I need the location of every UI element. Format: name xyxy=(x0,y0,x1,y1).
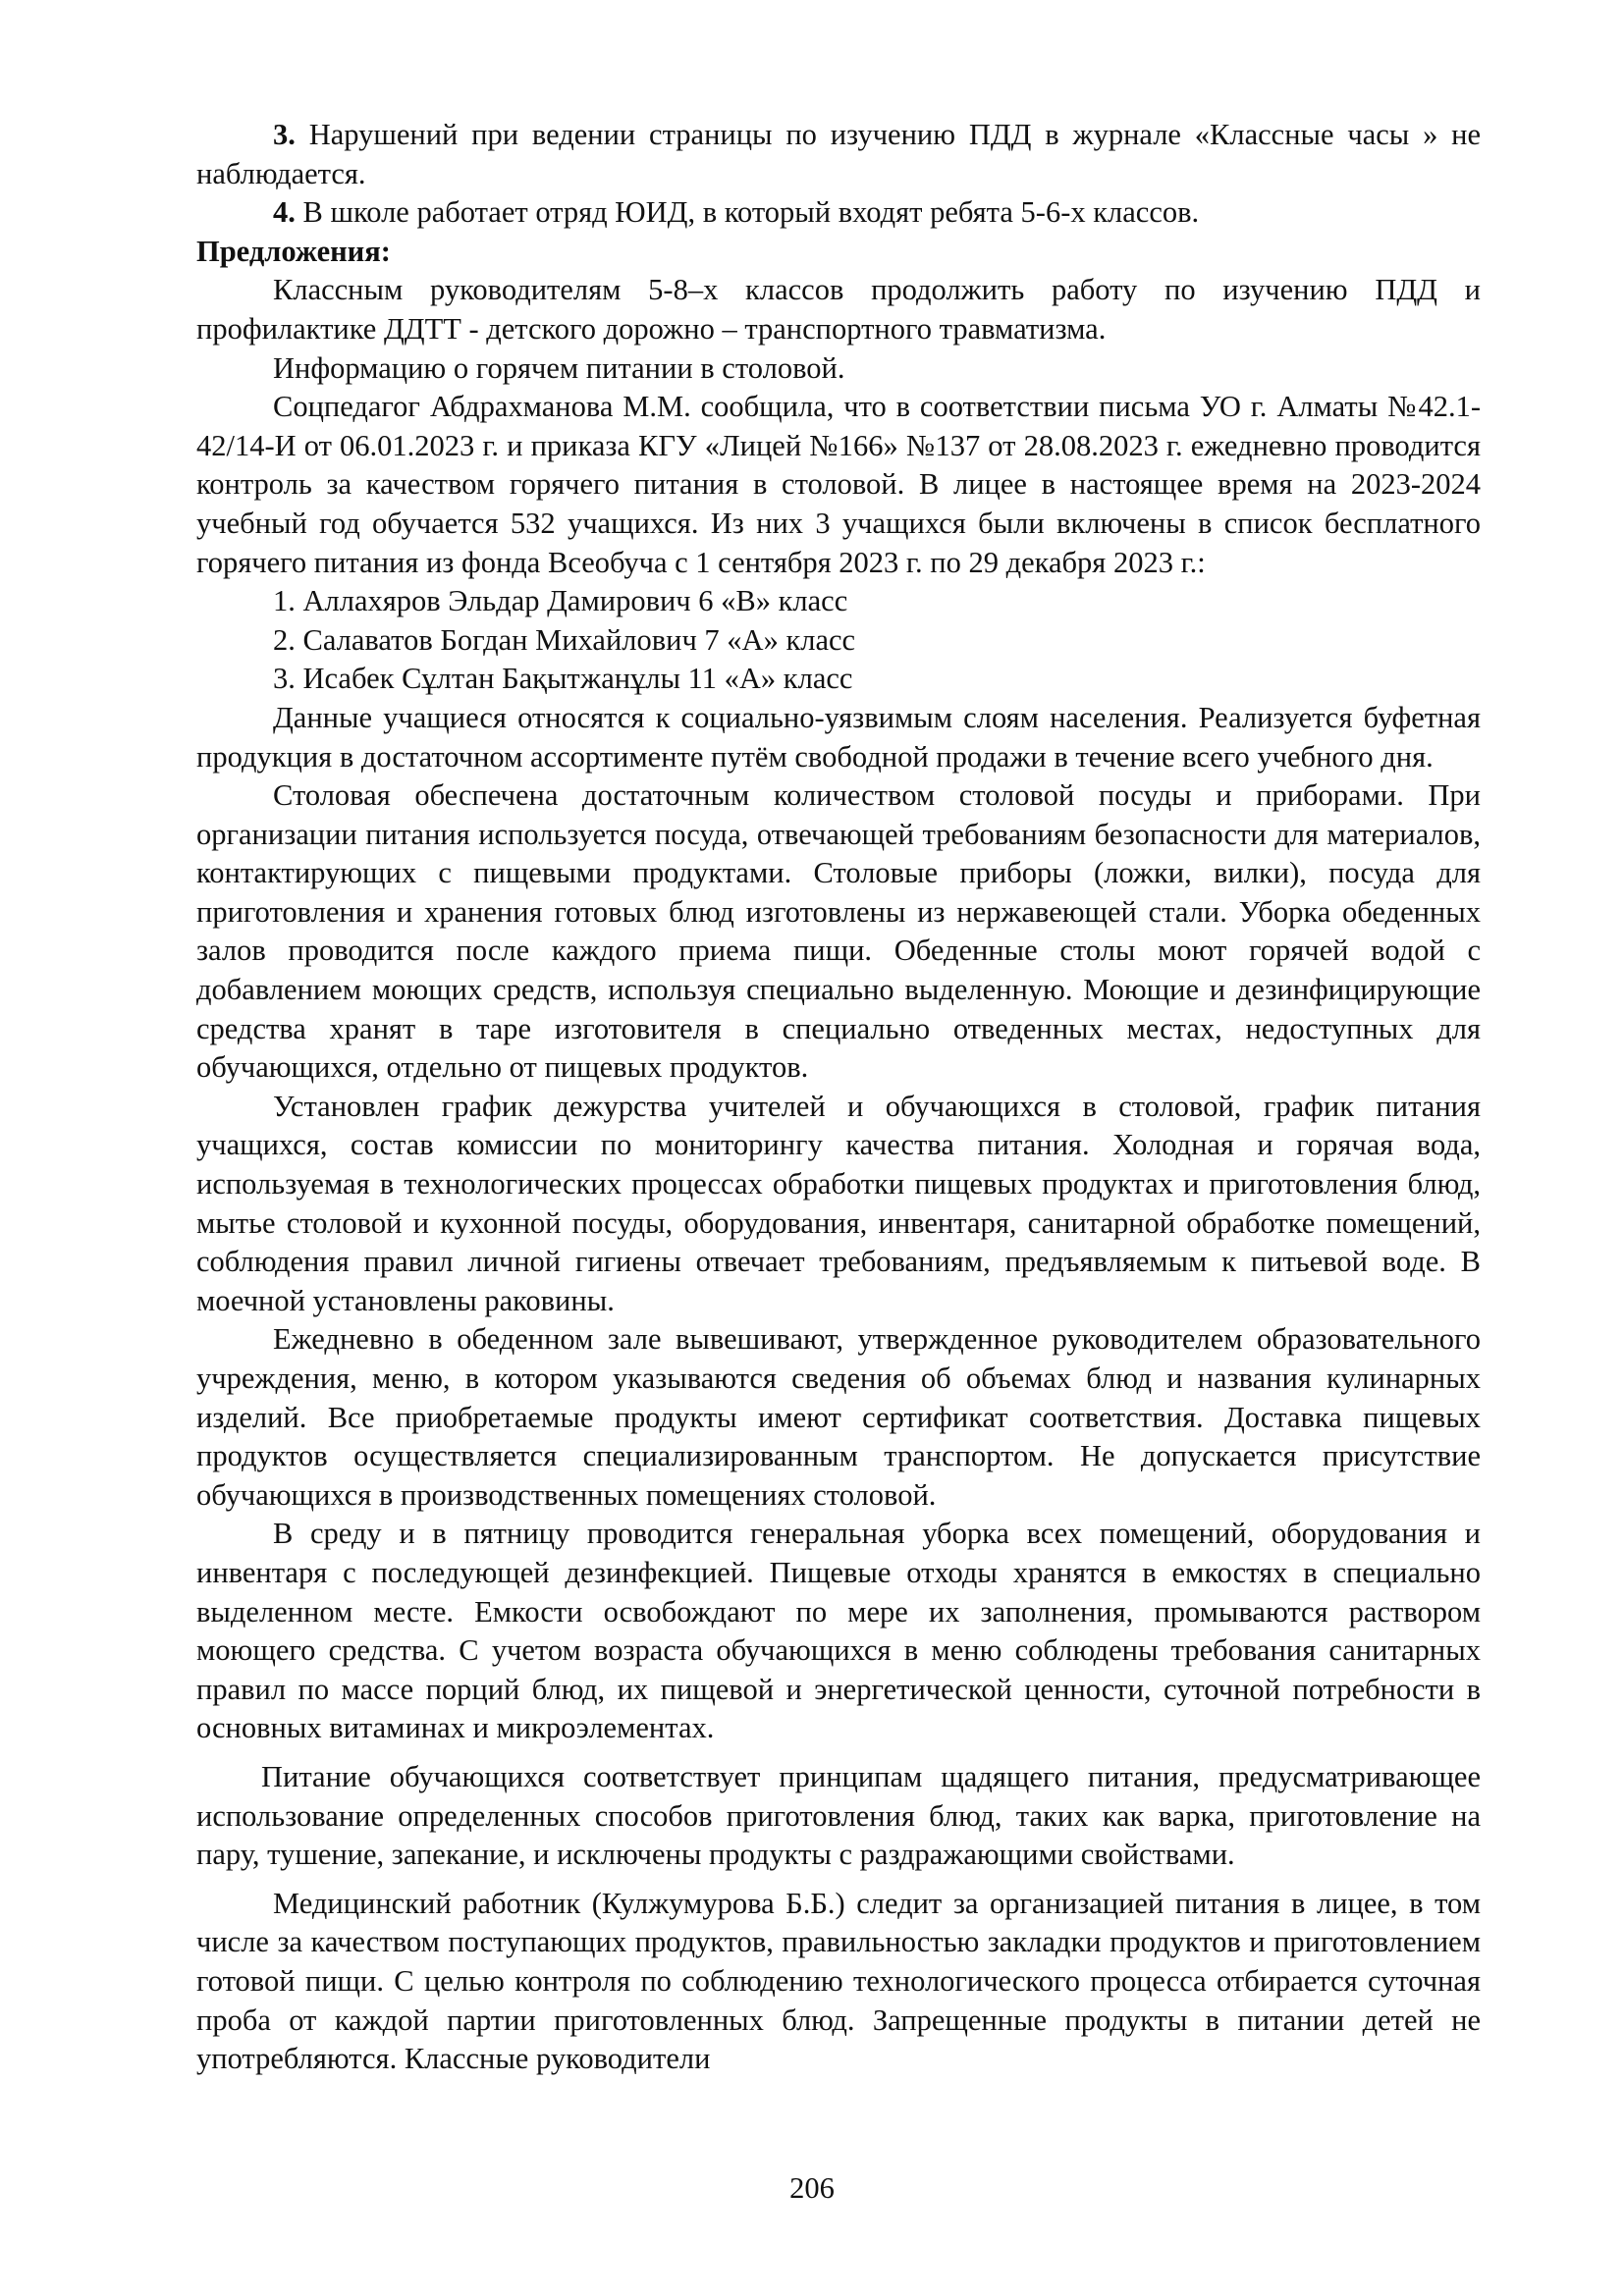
page-number: 206 xyxy=(789,2171,835,2205)
item-3-text: Нарушений при ведении страницы по изучению ПДД в журнале «Классные часы » не наблюдается. xyxy=(196,118,1481,190)
proposals-heading: Предложения: xyxy=(196,234,391,268)
paragraph-cleaning: В среду и в пятницу проводится генеральная уборка всех помещений, оборудования и инвентаря с последующей дезинфекцией. Пищевые отходы хранятся в емкостях в специально выделенном месте. Емкости освобождают по мере их заполнения, промываются раствором моющего средства. С учетом возраста обучающихся в меню соблюдены требования санитарных правил по массе порций блюд, их пищевой и энергетической ценности, суточной потребности в основных витаминах и микроэлементах. xyxy=(196,1517,1481,1745)
paragraph-social-teacher: Соцпедагог Абдрахманова М.М. сообщила, что в соответствии письма УО г. Алматы №42.1-42/14-И от 06.01.2023 г. и приказа КГУ «Лицей №166» №137 от 28.08.2023 г. ежедневно проводится контроль за качеством горячего питания в столовой. В лицее в настоящее время на 2023-2024 учебный год обучается 532 учащихся. Из них 3 учащихся были включены в список бесплатного горячего питания из фонда Всеобуча с 1 сентября 2023 г. по 29 декабря 2023 г.: xyxy=(196,390,1481,579)
paragraph-medical: Медицинский работник (Кулжумурова Б.Б.) следит за организацией питания в лицее, в том числе за качеством поступающих продуктов, правильностью закладки продуктов и приготовлением готовой пищи. С целью контроля по соблюдению технологического процесса отбирается суточная проба от каждой партии приготовленных блюд. Запрещенные продукты в питании детей не употребляются. Классные руководители xyxy=(196,1886,1481,2076)
list-item-student-2: 2. Салаватов Богдан Михайлович 7 «А» класс xyxy=(273,622,856,657)
list-item-student-1: 1. Аллахяров Эльдар Дамирович 6 «В» класс xyxy=(273,584,848,618)
paragraph-schedule: Установлен график дежурства учителей и обучающихся в столовой, график питания учащихся, состав комиссии по мониторингу качества питания. Холодная и горячая вода, используемая в технологических процессах обработки пищевых продуктах и приготовления блюд, мытье столовой и кухонной посуды, оборудования, инвентаря, санитарной обработке помещений, соблюдения правил личной гигиены отвечает требованиям, предъявляемым к питьевой воде. В моечной установлены раковины. xyxy=(196,1089,1481,1317)
document-page xyxy=(196,116,1481,2079)
paragraph-class-teachers: Классным руководителям 5-8–х классов продолжить работу по изучению ПДД и профилактике ДДТТ - детского дорожно – транспортного травматизма. xyxy=(196,273,1481,346)
item-3-number: 3. xyxy=(273,118,296,151)
paragraph-dishes: Столовая обеспечена достаточным количеством столовой посуды и приборами. При организации питания используется посуда, отвечающей требованиям безопасности для материалов, контактирующих с пищевыми продуктами. Столовые приборы (ложки, вилки), посуда для приготовления и хранения готовых блюд изготовлены из нержавеющей стали. Уборка обеденных залов проводится после каждого приема пищи. Обеденные столы моют горячей водой с добавлением моющих средств, используя специально выделенную. Моющие и дезинфицирующие средства хранят в таре изготовителя в специально отведенных местах, недоступных для обучающихся, отдельно от пищевых продуктов. xyxy=(196,778,1481,1085)
item-4 xyxy=(196,193,1481,233)
paragraph-social-groups: Данные учащиеся относятся к социально-уязвимым слоям населения. Реализуется буфетная продукция в достаточном ассортименте путём свободной продажи в течение всего учебного дня. xyxy=(196,700,1481,774)
list-item-student-3: 3. Исабек Сұлтан Бақытжанұлы 11 «А» класс xyxy=(273,662,853,696)
item-4-number: 4. xyxy=(273,195,296,230)
paragraph-menu: Ежедневно в обеденном зале вывешивают, утвержденное руководителем образовательного учреждения, меню, в котором указываются сведения об объемах блюд и названия кулинарных изделий. Все приобретаемые продукты имеют сертификат соответствия. Доставка пищевых продуктов осуществляется специализированным транспортом. Не допускается присутствие обучающихся в производственных помещениях столовой. xyxy=(196,1322,1481,1512)
item-3 xyxy=(196,116,1481,193)
paragraph-gentle-diet: Питание обучающихся соответствует принципам щадящего питания, предусматривающее использование определенных способов приготовления блюд, таких как варка, приготовление на пару, тушение, запекание, и исключены продукты с раздражающими свойствами. xyxy=(196,1759,1481,1872)
item-4-text: В школе работает отряд ЮИД, в который входят ребята 5-6-х классов. xyxy=(295,195,1200,230)
paragraph-hot-meals-info: Информацию о горячем питании в столовой. xyxy=(273,350,845,385)
